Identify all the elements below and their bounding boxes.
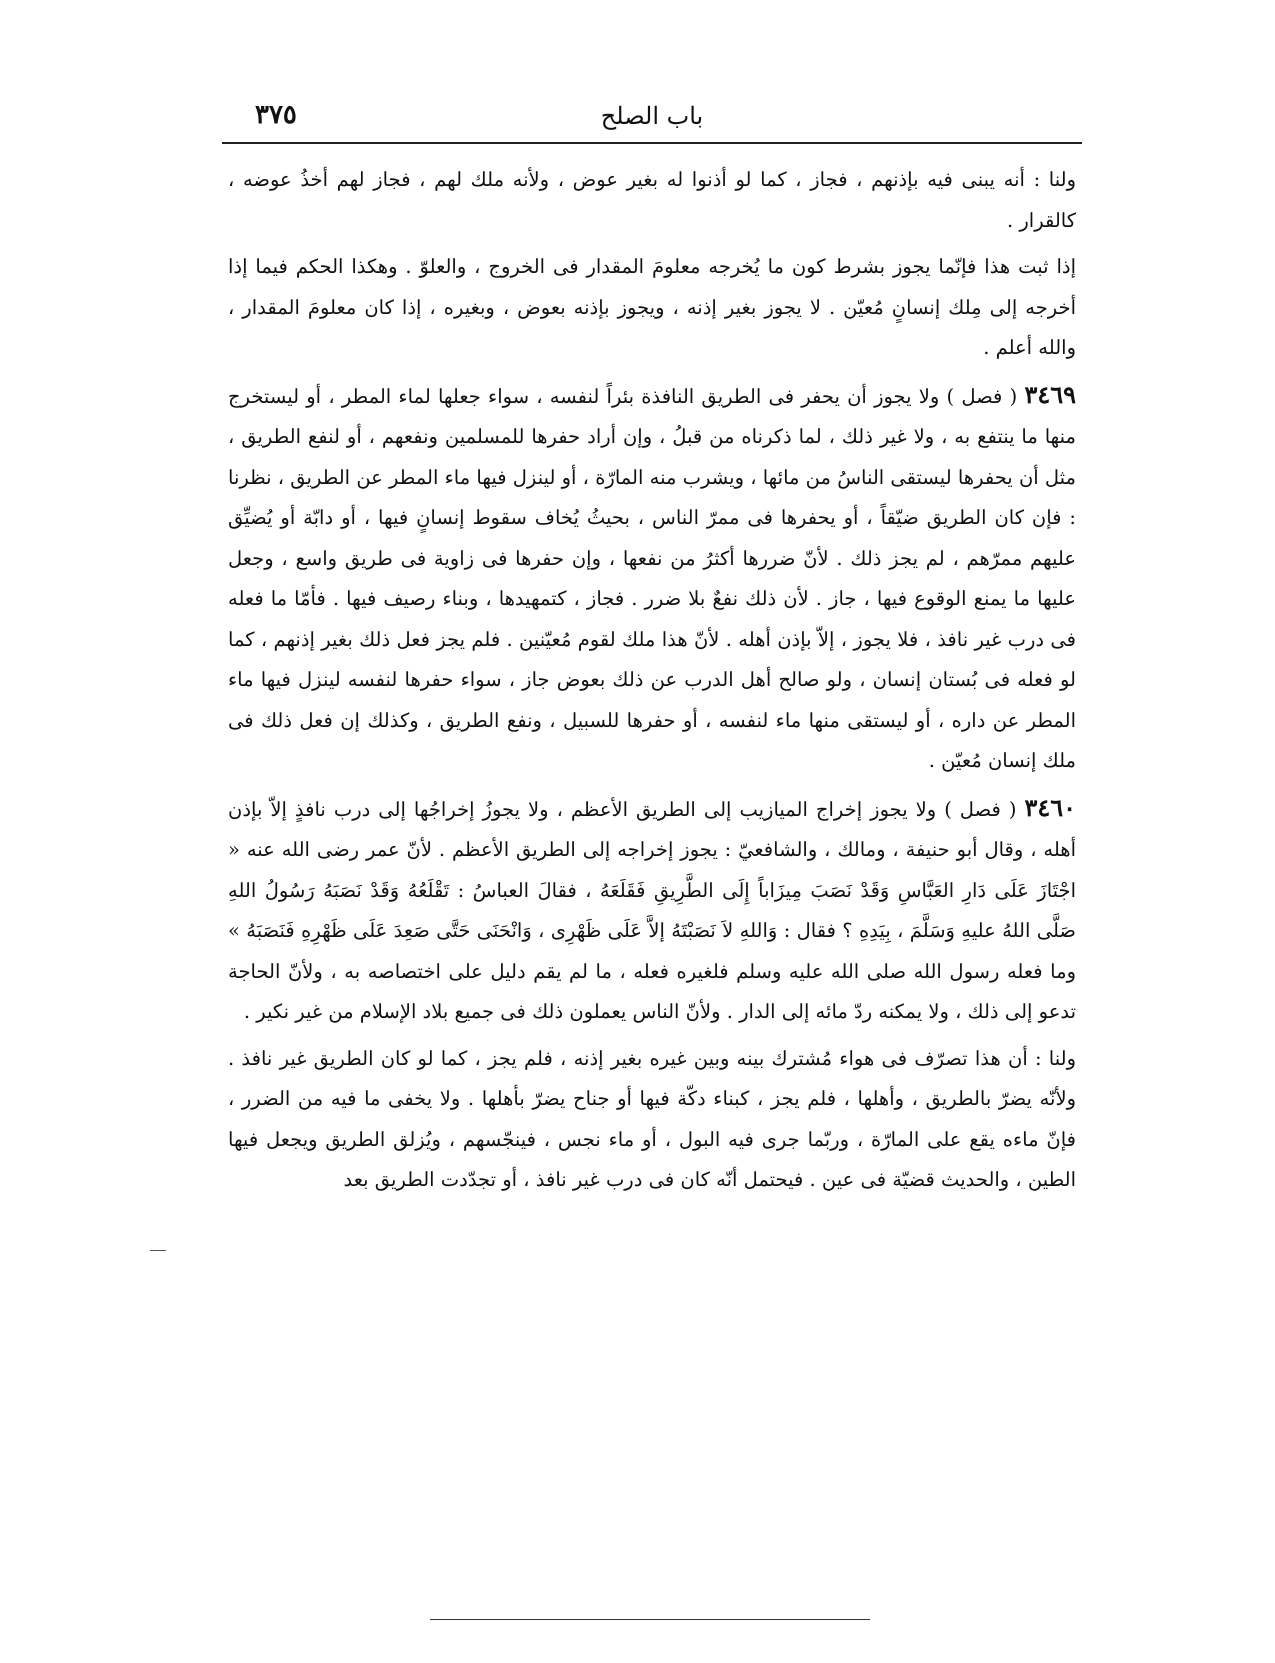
section-number: ٣٤٦٩ xyxy=(1024,379,1077,409)
section-number: ٣٤٦٠ xyxy=(1024,792,1076,822)
page-header xyxy=(225,96,1079,140)
section-3460 xyxy=(228,788,1076,1033)
paragraph-text: ( فصل ) ولا يجوز إخراج الميازيب إلى الطريق الأعظم ، ولا يجوزُ إخراجُها إلى درب نافذٍ إلاّ بإذن أهله ، وقال أبو حنيفة ، ومالك ، والشافعيّ : يجوز إخراجه إلى الطريق الأعظم . لأنّ عمر رضى الله عنه « اجْتَازَ عَلَى دَارِ العَبَّاسِ وَقَدْ نَصَبَ مِيزَاباً إِلَى الطَّرِيقِ فَقَلَعَهُ ، فقالَ العباسُ : تَقْلَعُهُ وَقَدْ نَصَبَهُ رَسُولُ اللهِ صَلَّى اللهُ عليهِ وَسَلَّمَ ، بِيَدِهِ ؟ فقال : وَاللهِ لاَ نَصَبْتَهُ إلاَّ عَلَى ظَهْرِى ، وَانْحَنَى حَتَّى صَعِدَ عَلَى ظَهْرِهِ فَنَصَبَهُ » وما فعله رسول الله صلى الله عليه وسلم فلغيره فعله ، ما لم يقم دليل على اختصاصه به ، ولأنّ الحاجة تدعو إلى ذلك ، ولا يمكنه ردّ مائه إلى الدار . ولأنّ الناس يعملون ذلك فى جميع بلاد الإسلام من غير نكير . xyxy=(228,797,1076,1023)
page-body xyxy=(228,160,1076,1201)
paragraph-text: ( فصل ) ولا يجوز أن يحفر فى الطريق النافذة بئراً لنفسه ، سواء جعلها لماء المطر ، أو ليستخرج منها ما ينتفع به ، ولا غير ذلك ، لما ذكرناه من قبلُ ، وإن أراد حفرها للمسلمين ونفعهم ، أو لنفع الطريق ، مثل أن يحفرها ليستقى الناسُ من مائها ، ويشرب منه المارّة ، أو لينزل فيها ماء المطر عن الطريق ، نظرنا : فإن كان الطريق ضيّقاً ، أو يحفرها فى ممرّ الناس ، بحيثُ يُخاف سقوط إنسانٍ فيها ، أو دابّة أو يُضيِّق عليهم ممرّهم ، لم يجز ذلك . لأنّ ضررها أكثرُ من نفعها ، وإن حفرها فى زاوية فى طريق واسع ، وجعل عليها ما يمنع الوقوع فيها ، جاز . لأن ذلك نفعٌ بلا ضرر . فجاز ، كتمهيدها ، وبناء رصيف فيها . فأمّا ما فعله فى درب غير نافذ ، فلا يجوز ، إلاّ بإذن أهله . لأنّ هذا ملك لقوم مُعيّنين . فلم يجز فعل ذلك بغير إذنهم ، كما لو فعله فى بُستان إنسان ، ولو صالح أهل الدرب عن ذلك بعوض جاز ، سواء حفرها لنفسه لينزل فيها ماء المطر عن داره ، أو ليستقى منها ماء لنفسه ، أو حفرها للسبيل ، ونفع الطريق ، وكذلك إن فعل ذلك فى ملك إنسان مُعيّن . xyxy=(228,384,1076,772)
paragraph-1 xyxy=(228,160,1076,241)
margin-mark xyxy=(150,1250,166,1251)
section-3469 xyxy=(228,375,1076,782)
footer-divider xyxy=(430,1619,870,1620)
paragraph-5 xyxy=(228,1039,1076,1201)
page-number: ٣٧٥ xyxy=(255,100,297,130)
running-title: باب الصلح xyxy=(600,102,704,130)
header-divider xyxy=(222,142,1082,144)
paragraph-2 xyxy=(228,247,1076,369)
paragraph-text: ولنا : أنه يبنى فيه بإذنهم ، فجاز ، كما لو أذنوا له بغير عوض ، ولأنه ملك لهم ، فجاز لهم أخذُ عوضه ، كالقرار . xyxy=(228,168,1076,232)
paragraph-text: ولنا : أن هذا تصرّف فى هواء مُشترك بينه وبين غيره بغير إذنه ، فلم يجز ، كما لو كان الطريق غير نافذ . ولأنّه يضرّ بالطريق ، وأهلها ، فلم يجز ، كبناء دكّة فيها أو جناح يضرّ بأهلها . ولا يخفى ما فيه من الضرر ، فإنّ ماءه يقع على المارّة ، وربّما جرى فيه البول ، أو ماء نجس ، فينجّسهم ، ويُزلق الطريق ويجعل فيها الطين ، والحديث قضيّة فى عين . فيحتمل أنّه كان فى درب غير نافذ ، أو تجدّدت الطريق بعد xyxy=(228,1046,1076,1191)
paragraph-text: إذا ثبت هذا فإنّما يجوز بشرط كون ما يُخرجه معلومَ المقدار فى الخروج ، والعلوّ . وهكذا الحكم فيما إذا أخرجه إلى مِلك إنسانٍ مُعيّن . لا يجوز بغير إذنه ، ويجوز بإذنه بعوض ، وبغيره ، إذا كان معلومَ المقدار ، والله أعلم . xyxy=(228,255,1076,359)
